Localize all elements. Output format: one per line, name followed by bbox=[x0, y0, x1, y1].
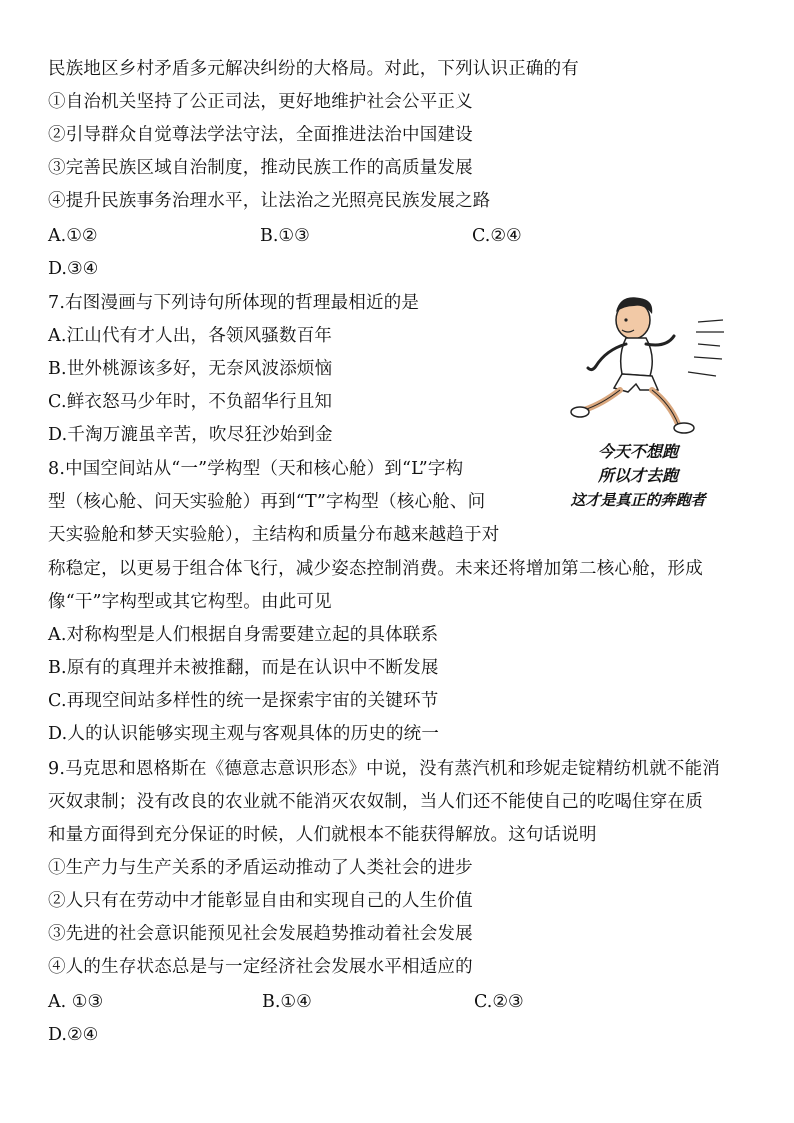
q6-option-b: B.①③ bbox=[260, 226, 310, 246]
q8-stem-line-1: 8.中国空间站从“一”学构型（天和核心舱）到“L”字构 bbox=[48, 459, 464, 479]
q9-option-d: D.②④ bbox=[48, 1025, 99, 1045]
q8-option-d: D.人的认识能够实现主观与客观具体的历史的统一 bbox=[48, 724, 440, 744]
q6-item-4: ④提升民族事务治理水平，让法治之光照亮民族发展之路 bbox=[48, 191, 491, 211]
q9-option-a: A. ①③ bbox=[48, 992, 104, 1012]
q9-item-2: ②人只有在劳动中才能彰显自由和实现自己的人生价值 bbox=[48, 891, 473, 911]
q8-stem-line-5: 像“干”字构型或其它构型。由此可见 bbox=[48, 592, 332, 612]
caption-line-3: 这才是真正的奔跑者 bbox=[570, 491, 706, 509]
q9-stem-line-2: 灭奴隶制；没有改良的农业就不能消灭农奴制，当人们还不能使自己的吃喝住穿在质 bbox=[48, 792, 703, 812]
q9-stem-line-3: 和量方面得到充分保证的时候，人们就根本不能获得解放。这句话说明 bbox=[48, 825, 597, 845]
q8-stem-line-4: 称稳定，以更易于组合体飞行，减少姿态控制消费。未来还将增加第二核心舱，形成 bbox=[48, 559, 703, 579]
q6-item-2: ②引导群众自觉尊法学法守法，全面推进法治中国建设 bbox=[48, 125, 473, 145]
q9-item-3: ③先进的社会意识能预见社会发展趋势推动着社会发展 bbox=[48, 924, 473, 944]
q7-option-a: A.江山代有才人出，各领风骚数百年 bbox=[48, 326, 333, 346]
q9-option-c: C.②③ bbox=[474, 992, 524, 1012]
q9-stem-line-1: 9.马克思和恩格斯在《德意志意识形态》中说，没有蒸汽机和珍妮走锭精纺机就不能消 bbox=[48, 759, 720, 779]
caption-line-1: 今天不想跑 bbox=[597, 442, 678, 461]
q7-option-d: D.千淘万漉虽辛苦，吹尽狂沙始到金 bbox=[48, 425, 333, 445]
cartoon-caption bbox=[548, 440, 728, 512]
q8-option-c: C.再现空间站多样性的统一是探索宇宙的关键环节 bbox=[48, 691, 439, 711]
q6-option-a: A.①② bbox=[48, 226, 98, 246]
q6-item-1: ①自治机关坚持了公正司法，更好地维护社会公平正义 bbox=[48, 92, 473, 112]
q9-item-1: ①生产力与生产关系的矛盾运动推动了人类社会的进步 bbox=[48, 858, 473, 878]
q7-option-b: B.世外桃源该多好，无奈风波添烦恼 bbox=[48, 359, 333, 379]
q9-option-b: B.①④ bbox=[262, 992, 312, 1012]
q8-option-b: B.原有的真理并未被推翻，而是在认识中不断发展 bbox=[48, 658, 439, 678]
q8-stem-line-3: 天实验舱和梦天实验舱），主结构和质量分布越来越趋于对 bbox=[48, 525, 500, 545]
caption-line-2: 所以才去跑 bbox=[597, 466, 678, 485]
q7-option-c: C.鲜衣怒马少年时，不负韶华行且知 bbox=[48, 392, 333, 412]
q6-item-3: ③完善民族区域自治制度，推动民族工作的高质量发展 bbox=[48, 158, 473, 178]
q6-option-c: C.②④ bbox=[472, 226, 522, 246]
q9-item-4: ④人的生存状态总是与一定经济社会发展水平相适应的 bbox=[48, 957, 473, 977]
q8-option-a: A.对称构型是人们根据自身需要建立起的具体联系 bbox=[48, 625, 439, 645]
running-man-cartoon bbox=[548, 292, 728, 442]
q7-stem: 7.右图漫画与下列诗句所体现的哲理最相近的是 bbox=[48, 293, 420, 313]
q6-stem-end: 民族地区乡村矛盾多元解决纠纷的大格局。对此，下列认识正确的有 bbox=[48, 59, 579, 79]
q8-stem-line-2: 型（核心舱、问天实验舱）再到“T”字构型（核心舱、问 bbox=[48, 492, 486, 512]
q6-option-d: D.③④ bbox=[48, 259, 99, 279]
